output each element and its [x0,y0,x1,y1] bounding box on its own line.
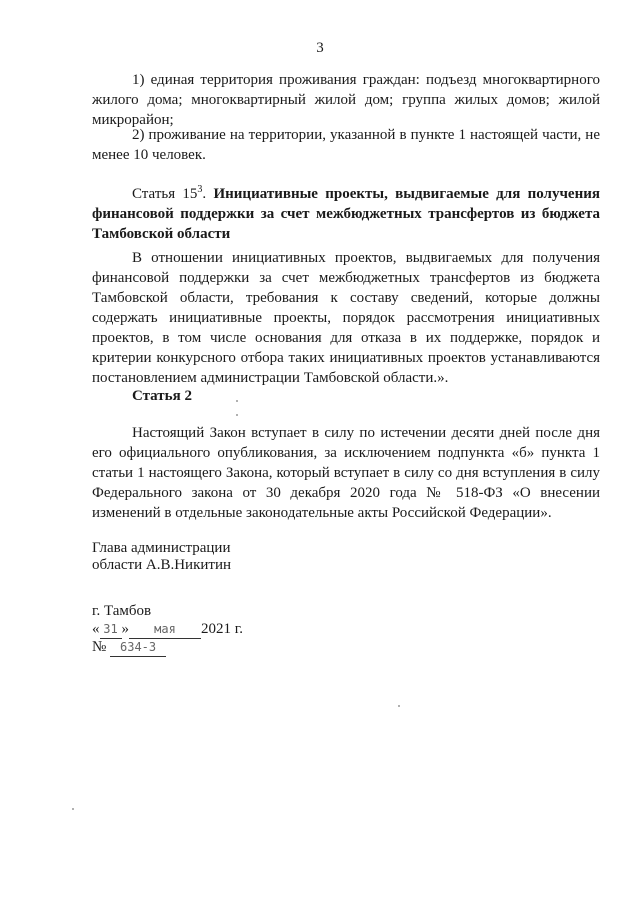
list-item-1-text: 1) единая территория проживания граждан: подъезд многоквартирного жилого дома; многоквартирный жилой дом; группа жилых домов; жилой микрорайон; [92,72,600,128]
article-15-3-heading [92,180,600,244]
date-month: мая [129,620,201,639]
article-15-3-separator: . [202,186,214,202]
law-number [92,638,166,657]
list-item-2-text: 2) проживание на территории, указанной в пункте 1 настоящей части, не менее 10 человек. [92,127,600,163]
list-item-2 [92,125,600,165]
place-of-signing: г. Тамбов [92,603,152,619]
scan-speck [72,808,74,810]
list-item-1 [92,70,600,130]
scan-speck [236,400,238,402]
date-close-quote: » [121,621,129,637]
article-15-3-superscript: 3 [197,184,203,195]
article-15-3-title: Инициативные проекты, выдвигаемые для получения финансовой поддержки за счет межбюджетных трансфертов из бюджета Тамбовской области [92,186,600,242]
signature-position: Глава администрации [92,540,231,556]
number-value: 634-З [110,638,166,657]
date-open-quote: « [92,621,100,637]
scan-speck [236,414,238,416]
date-day: 31 [100,620,122,639]
article-15-3-body-text: В отношении инициативных проектов, выдвигаемых для получения финансовой поддержки за счет межбюджетных трансфертов из бюджета Тамбовской области, требования к составу сведений, которые должны содержать инициативные проекты, порядок рассмотрения инициативных проектов, в том числе основания для отказа в их поддержке, порядок и критерии конкурсного отбора таких инициативных проектов устанавливаются постановлением администрации Тамбовской области.». [92,250,600,386]
page-number: 3 [316,40,324,56]
signature-name: области А.В.Никитин [92,557,232,573]
signing-date [92,620,243,639]
date-year: 2021 г. [201,621,243,637]
article-15-3-body [92,248,600,388]
article-2-body [92,423,600,523]
article-2-title: Статья 2 [132,388,192,404]
scan-speck [398,705,400,707]
article-2-body-text: Настоящий Закон вступает в силу по истечении десяти дней после дня его официального опубликования, за исключением подпункта «б» пункта 1 статьи 1 настоящего Закона, который вступает в силу со дня вступления в силу Федерального закона от 30 декабря 2020 года № 518-ФЗ «О внесении изменений в отдельные законодательные акты Российской Федерации». [92,425,600,521]
signature-block [92,540,231,574]
number-sign: № [92,639,107,655]
article-15-3-number: Статья 15 [132,186,198,202]
